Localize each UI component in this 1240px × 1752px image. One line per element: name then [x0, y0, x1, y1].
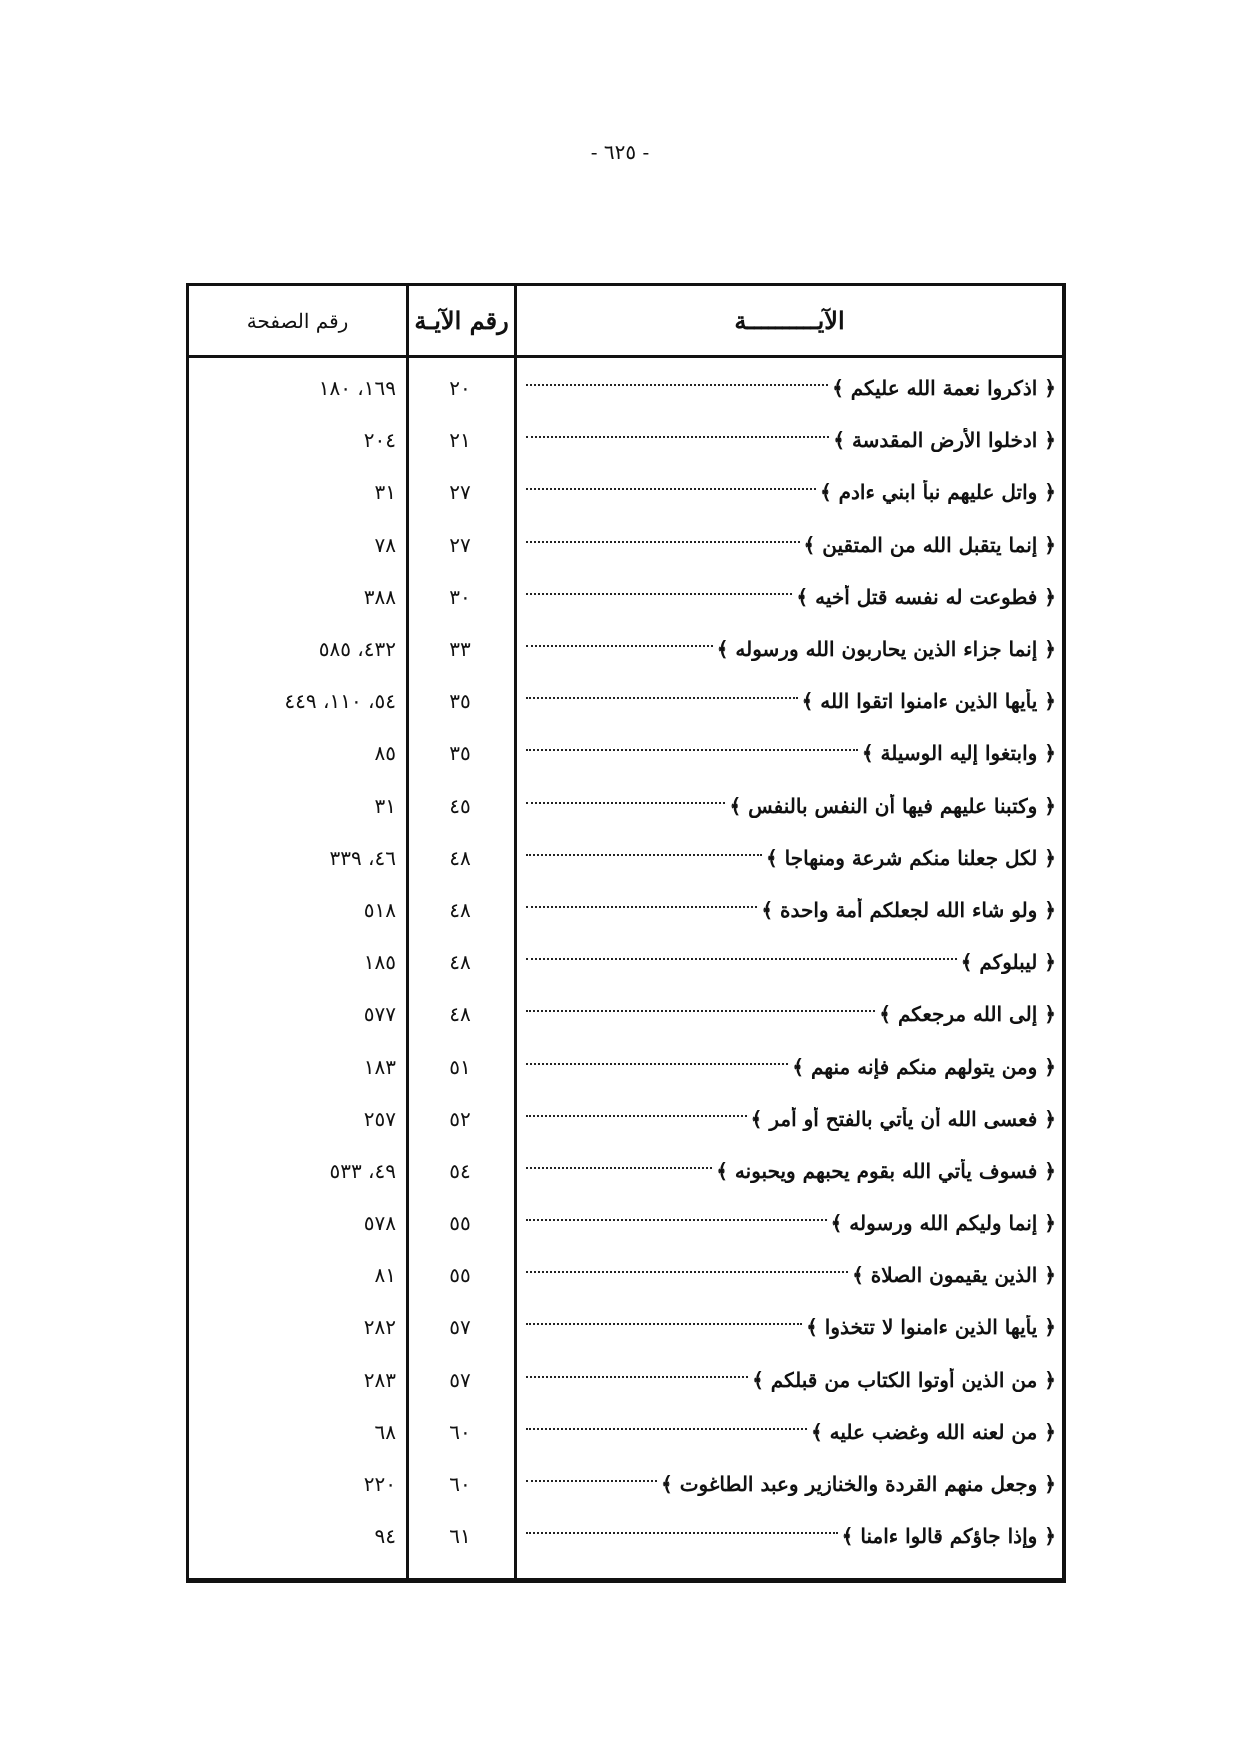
table-row: [189, 1354, 1062, 1406]
verse-cell: [514, 1368, 1062, 1392]
verse-cell: [514, 1524, 1062, 1548]
verse-text: ﴿ واتل عليهم نبأ ابني ءادم ﴾: [819, 480, 1056, 505]
verse-index-table: [186, 283, 1066, 1583]
verse-text: ﴿ فطوعت له نفسه قتل أخيه ﴾: [796, 584, 1056, 609]
dot-leader: [526, 846, 762, 856]
table-row: [189, 1197, 1062, 1249]
dot-leader: [526, 950, 957, 960]
dot-leader: [526, 585, 792, 595]
verse-text: ﴿ وإذا جاؤكم قالوا ءامنا ﴾: [841, 1524, 1056, 1549]
verse-number-cell: ٢٠: [449, 376, 471, 401]
verse-number-cell: ٥٧: [449, 1315, 471, 1340]
table-row: [189, 519, 1062, 571]
page-numbers-cell: ٥٧٨: [363, 1211, 396, 1236]
dot-leader: [526, 898, 757, 908]
table-row: [189, 727, 1062, 779]
dot-leader: [526, 1524, 838, 1534]
verse-number-cell: ٢٧: [449, 480, 471, 505]
verse-number-cell: ٣٥: [449, 741, 471, 766]
table-row: [189, 1093, 1062, 1145]
table-row: [189, 1510, 1062, 1562]
table-row: [189, 780, 1062, 832]
page-numbers-cell: ٨١: [374, 1263, 396, 1288]
dot-leader: [526, 794, 725, 804]
verse-text: ﴿ ليبلوكم ﴾: [960, 950, 1056, 975]
verse-number-cell: ٤٨: [449, 1002, 471, 1027]
verse-text: ﴿ وابتغوا إليه الوسيلة ﴾: [861, 741, 1056, 766]
verse-number-cell: ٤٥: [449, 793, 471, 818]
dot-leader: [526, 1055, 788, 1065]
dot-leader: [526, 1472, 657, 1482]
verse-text: ﴿ وجعل منهم القردة والخنازير وعبد الطاغوت ﴾: [661, 1472, 1056, 1497]
page-numbers-cell: ٦٨: [374, 1419, 396, 1444]
page-numbers-cell: ٥٤، ١١٠، ٤٤٩: [284, 689, 396, 714]
verse-cell: [514, 1159, 1062, 1183]
page-numbers-cell: ٥١٨: [363, 897, 396, 922]
verse-text: ﴿ يأيها الذين ءامنوا اتقوا الله ﴾: [801, 689, 1056, 714]
page-numbers-cell: ١٦٩، ١٨٠: [318, 376, 396, 401]
table-row: [189, 362, 1062, 414]
verse-cell: [514, 637, 1062, 661]
table-row: [189, 988, 1062, 1040]
verse-text: ﴿ ادخلوا الأرض المقدسة ﴾: [833, 428, 1056, 453]
page-numbers-cell: ٤٦، ٣٣٩: [329, 845, 396, 870]
verse-cell: [514, 1055, 1062, 1079]
table-row: [189, 675, 1062, 727]
table-row: [189, 571, 1062, 623]
verse-number-cell: ٤٨: [449, 950, 471, 975]
verse-text: ﴿ من لعنه الله وغضب عليه ﴾: [810, 1419, 1056, 1444]
page-numbers-cell: ٣٨٨: [363, 584, 396, 609]
dot-leader: [526, 533, 800, 543]
verse-cell: [514, 898, 1062, 922]
dot-leader: [526, 1107, 747, 1117]
table-body: [189, 362, 1062, 1562]
verse-cell: [514, 428, 1062, 452]
verse-text: ﴿ اذكروا نعمة الله عليكم ﴾: [832, 376, 1056, 401]
verse-number-cell: ٣٠: [449, 584, 471, 609]
verse-cell: [514, 1263, 1062, 1287]
verse-number-cell: ٤٨: [449, 845, 471, 870]
verse-number-cell: ٥٥: [449, 1263, 471, 1288]
dot-leader: [526, 376, 828, 386]
verse-number-cell: ٥٢: [449, 1106, 471, 1131]
header-verse-number: رقم الآيـة: [406, 286, 514, 355]
table-row: [189, 414, 1062, 466]
page-numbers-cell: ٢٢٠: [363, 1472, 396, 1497]
verse-number-cell: ٢٧: [449, 532, 471, 557]
page-numbers-cell: ٣١: [374, 480, 396, 505]
table-row: [189, 1406, 1062, 1458]
dot-leader: [526, 480, 816, 490]
verse-text: ﴿ إنما جزاء الذين يحاربون الله ورسوله ﴾: [716, 637, 1056, 662]
table-row: [189, 1040, 1062, 1092]
page-numbers-cell: ٣١: [374, 793, 396, 818]
header-verse: الآيــــــــــة: [514, 286, 1062, 355]
dot-leader: [526, 1159, 712, 1169]
page-numbers-cell: ٤٣٢، ٥٨٥: [318, 637, 396, 662]
table-row: [189, 832, 1062, 884]
table-row: [189, 623, 1062, 675]
table-row: [189, 936, 1062, 988]
page-numbers-cell: ٢٨٣: [363, 1367, 396, 1392]
dot-leader: [526, 428, 829, 438]
verse-cell: [514, 794, 1062, 818]
verse-text: ﴿ وكتبنا عليهم فيها أن النفس بالنفس ﴾: [729, 793, 1056, 818]
verse-cell: [514, 376, 1062, 400]
page-numbers-cell: ١٨٥: [363, 950, 396, 975]
verse-number-cell: ٥٧: [449, 1367, 471, 1392]
verse-cell: [514, 480, 1062, 504]
dot-leader: [526, 1263, 848, 1273]
page-numbers-cell: ٩٤: [374, 1524, 396, 1549]
verse-number-cell: ٥١: [449, 1054, 471, 1079]
table-header-row: [189, 286, 1062, 358]
verse-text: ﴿ من الذين أوتوا الكتاب من قبلكم ﴾: [752, 1367, 1056, 1392]
page-numbers-cell: ٤٩، ٥٣٣: [329, 1158, 396, 1183]
verse-cell: [514, 950, 1062, 974]
verse-number-cell: ٤٨: [449, 897, 471, 922]
verse-number-cell: ٦٠: [449, 1472, 471, 1497]
dot-leader: [526, 637, 713, 647]
verse-cell: [514, 741, 1062, 765]
header-page-number: رقم الصفحة: [246, 308, 349, 333]
verse-text: ﴿ يأيها الذين ءامنوا لا تتخذوا ﴾: [806, 1315, 1056, 1340]
verse-number-cell: ٦١: [449, 1524, 471, 1549]
verse-number-cell: ٢١: [449, 428, 471, 453]
page-numbers-cell: ٧٨: [374, 532, 396, 557]
verse-text: ﴿ الذين يقيمون الصلاة ﴾: [852, 1263, 1056, 1288]
verse-text: ﴿ فسوف يأتي الله بقوم يحبهم ويحبونه ﴾: [716, 1158, 1056, 1183]
dot-leader: [526, 1420, 807, 1430]
page-numbers-cell: ٢٥٧: [363, 1106, 396, 1131]
table-row: [189, 1145, 1062, 1197]
verse-cell: [514, 1472, 1062, 1496]
page-numbers-cell: ٨٥: [374, 741, 396, 766]
verse-cell: [514, 585, 1062, 609]
dot-leader: [526, 1368, 748, 1378]
table-row: [189, 1301, 1062, 1353]
verse-number-cell: ٥٤: [449, 1158, 471, 1183]
verse-text: ﴿ فعسى الله أن يأتي بالفتح أو أمر ﴾: [750, 1106, 1056, 1131]
verse-cell: [514, 1107, 1062, 1131]
table-row: [189, 1458, 1062, 1510]
verse-cell: [514, 1002, 1062, 1026]
verse-number-cell: ٥٥: [449, 1211, 471, 1236]
dot-leader: [526, 1315, 802, 1325]
verse-number-cell: ٣٥: [449, 689, 471, 714]
page-numbers-cell: ٥٧٧: [363, 1002, 396, 1027]
verse-cell: [514, 689, 1062, 713]
verse-text: ﴿ ولو شاء الله لجعلكم أمة واحدة ﴾: [761, 897, 1056, 922]
dot-leader: [526, 689, 798, 699]
dot-leader: [526, 741, 858, 751]
page-numbers-cell: ١٨٣: [363, 1054, 396, 1079]
verse-number-cell: ٦٠: [449, 1419, 471, 1444]
verse-text: ﴿ إنما يتقبل الله من المتقين ﴾: [803, 532, 1056, 557]
verse-text: ﴿ لكل جعلنا منكم شرعة ومنهاجا ﴾: [766, 845, 1056, 870]
verse-cell: [514, 1315, 1062, 1339]
table-row: [189, 884, 1062, 936]
page-number: - ٦٢٥ -: [590, 140, 650, 164]
verse-cell: [514, 533, 1062, 557]
verse-cell: [514, 1420, 1062, 1444]
verse-cell: [514, 1211, 1062, 1235]
page-numbers-cell: ٢٠٤: [363, 428, 396, 453]
verse-text: ﴿ إنما وليكم الله ورسوله ﴾: [830, 1211, 1056, 1236]
dot-leader: [526, 1002, 875, 1012]
verse-text: ﴿ إلى الله مرجعكم ﴾: [879, 1002, 1056, 1027]
verse-text: ﴿ ومن يتولهم منكم فإنه منهم ﴾: [792, 1054, 1056, 1079]
verse-cell: [514, 846, 1062, 870]
page-numbers-cell: ٢٨٢: [363, 1315, 396, 1340]
table-row: [189, 466, 1062, 518]
verse-number-cell: ٣٣: [449, 637, 471, 662]
table-row: [189, 1249, 1062, 1301]
dot-leader: [526, 1211, 827, 1221]
